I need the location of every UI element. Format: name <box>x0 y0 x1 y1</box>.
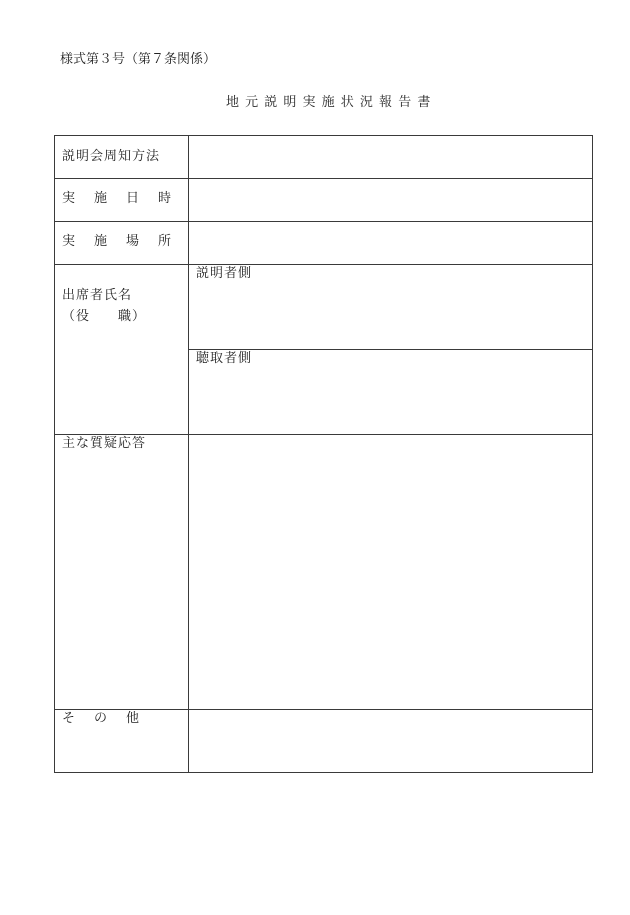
other-cell <box>189 710 591 771</box>
listener-side-label: 聴取者側 <box>196 351 253 366</box>
form-number: 様式第３号（第７条関係） <box>60 52 217 67</box>
other-label: そ の 他 <box>62 711 143 726</box>
date-label: 実 施 日 時 <box>62 191 175 206</box>
place-label: 実 施 場 所 <box>62 234 175 249</box>
presenter-side-label: 説明者側 <box>196 266 253 281</box>
notice-method-label: 説明会周知方法 <box>62 149 161 164</box>
notice-method-cell <box>189 136 591 177</box>
place-cell <box>189 222 591 263</box>
document-title: 地 元 説 明 実 施 状 況 報 告 書 <box>226 95 432 110</box>
row-divider <box>54 264 592 265</box>
attendees-sub-divider <box>188 349 592 350</box>
qa-label: 主な質疑応答 <box>62 436 147 451</box>
date-cell <box>189 179 591 220</box>
qa-cell <box>189 435 591 708</box>
attendees-label: 出席者氏名 <box>62 288 133 303</box>
attendees-role-label: （役 職） <box>62 309 147 324</box>
